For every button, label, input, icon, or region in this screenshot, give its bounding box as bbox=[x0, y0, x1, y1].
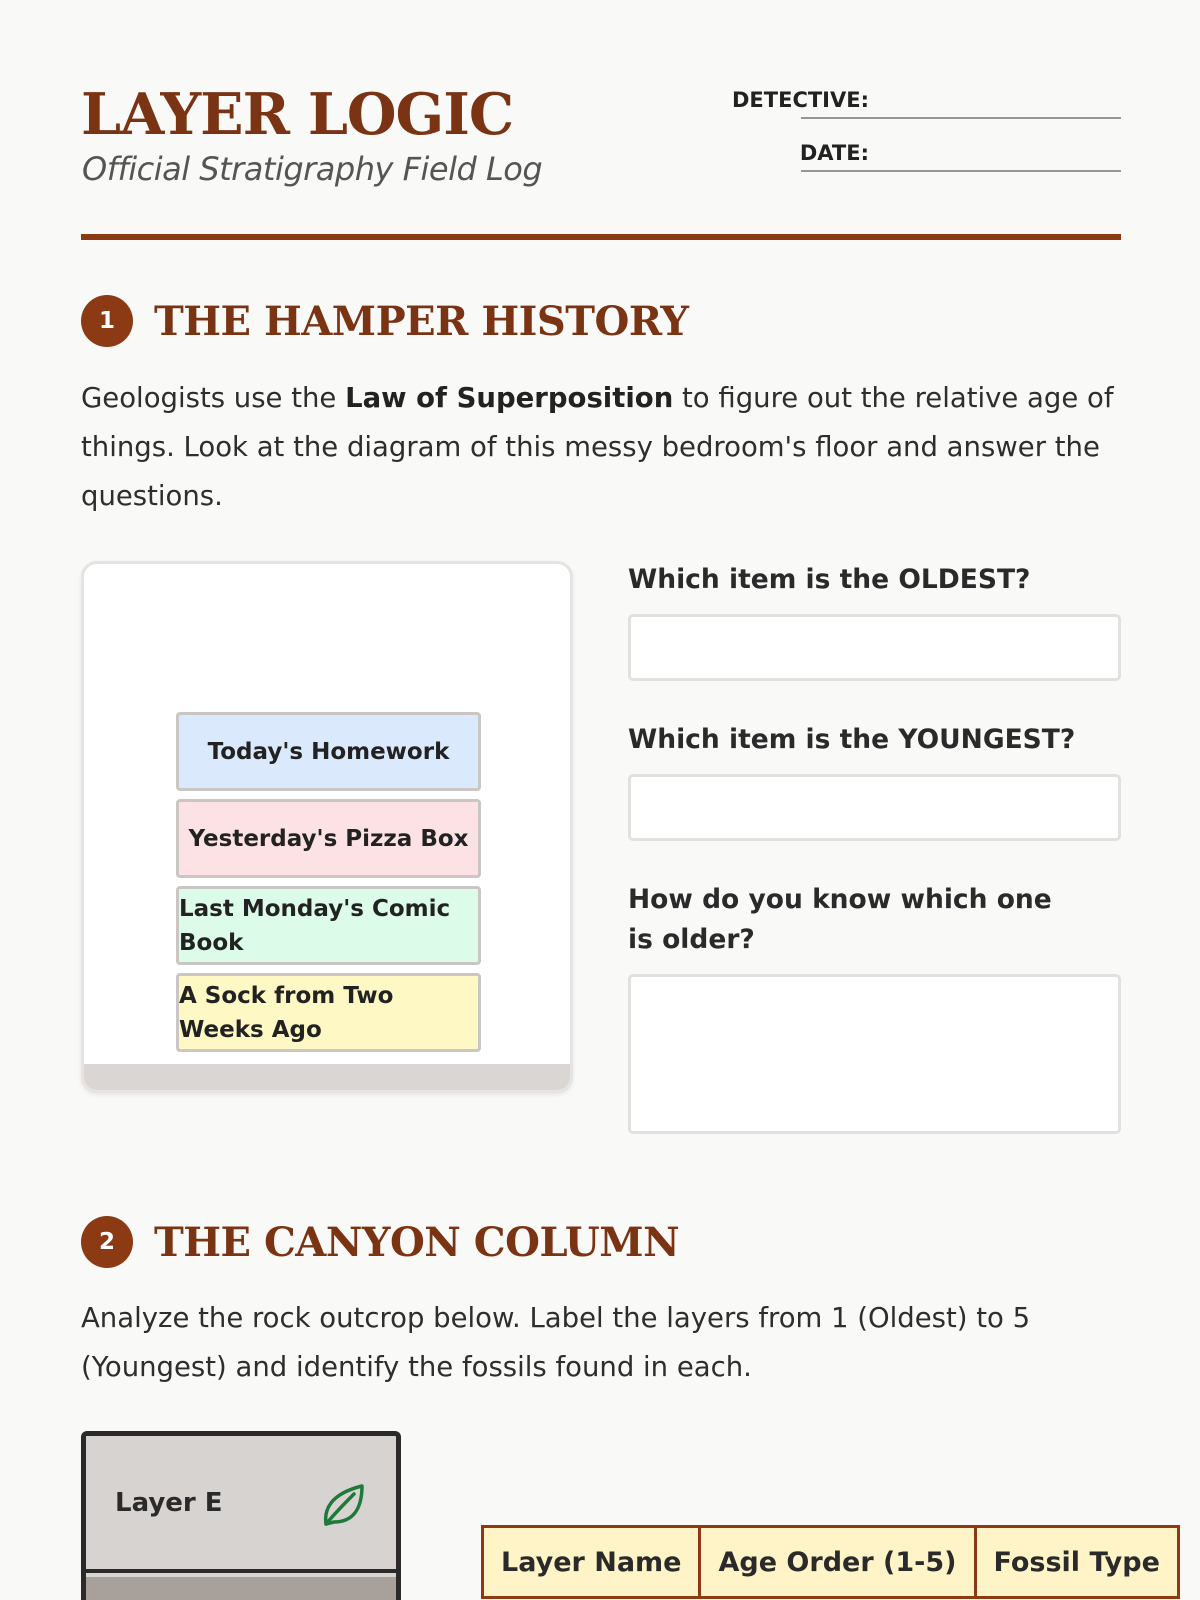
section-1-title: THE HAMPER HISTORY bbox=[154, 297, 689, 345]
leaf-icon bbox=[318, 1480, 368, 1530]
col-age-order: Age Order (1-5) bbox=[700, 1527, 975, 1598]
date-field[interactable] bbox=[801, 170, 1121, 172]
section-2-badge: 2 bbox=[81, 1216, 133, 1268]
intro-law-term: Law of Superposition bbox=[345, 382, 674, 414]
section-1-heading bbox=[81, 293, 688, 349]
intro-text-rest: to figure out the relative age of things. Look at the diagram of this messy bedroom's floor and answer the questions. bbox=[81, 382, 1114, 512]
layer-label: Layer E bbox=[115, 1487, 223, 1518]
question-oldest: Which item is the OLDEST? bbox=[628, 564, 1031, 595]
col-layer-name: Layer Name bbox=[483, 1527, 700, 1598]
col-fossil-type: Fossil Type bbox=[975, 1527, 1178, 1598]
floor bbox=[84, 1064, 570, 1090]
section-2-heading bbox=[81, 1214, 679, 1270]
answer-youngest-input[interactable] bbox=[628, 774, 1121, 841]
stack-item-homework: Today's Homework bbox=[176, 712, 481, 791]
question-youngest: Which item is the YOUNGEST? bbox=[628, 724, 1076, 755]
section-1-intro bbox=[81, 374, 1121, 521]
header bbox=[81, 82, 1121, 242]
rock-column bbox=[81, 1431, 401, 1600]
page-subtitle: Official Stratigraphy Field Log bbox=[82, 150, 543, 188]
answer-oldest-input[interactable] bbox=[628, 614, 1121, 681]
section-2-title: THE CANYON COLUMN bbox=[154, 1218, 680, 1266]
page-title: LAYER LOGIC bbox=[81, 81, 514, 148]
rock-layer-lower bbox=[86, 1577, 396, 1600]
date-label: DATE: bbox=[799, 141, 869, 165]
stack-item-comic-book: Last Monday's Comic Book bbox=[176, 886, 481, 965]
header-divider bbox=[81, 234, 1121, 240]
question-reason: How do you know which one is older? bbox=[628, 884, 1052, 955]
detective-label: DETECTIVE: bbox=[732, 88, 869, 112]
bedroom-floor-diagram bbox=[81, 561, 573, 1093]
rock-layer bbox=[86, 1436, 396, 1573]
detective-field[interactable] bbox=[801, 117, 1121, 119]
stack-item-pizza-box: Yesterday's Pizza Box bbox=[176, 799, 481, 878]
intro-text: Geologists use the bbox=[81, 382, 346, 414]
answer-reason-input[interactable] bbox=[628, 974, 1121, 1134]
section-2-intro: Analyze the rock outcrop below. Label the layers from 1 (Oldest) to 5 (Youngest) and identify the fossils found in each. bbox=[81, 1302, 1031, 1383]
section-1-badge: 1 bbox=[81, 295, 133, 347]
stack-item-sock: A Sock from Two Weeks Ago bbox=[176, 973, 481, 1052]
layer-table bbox=[481, 1525, 1180, 1599]
